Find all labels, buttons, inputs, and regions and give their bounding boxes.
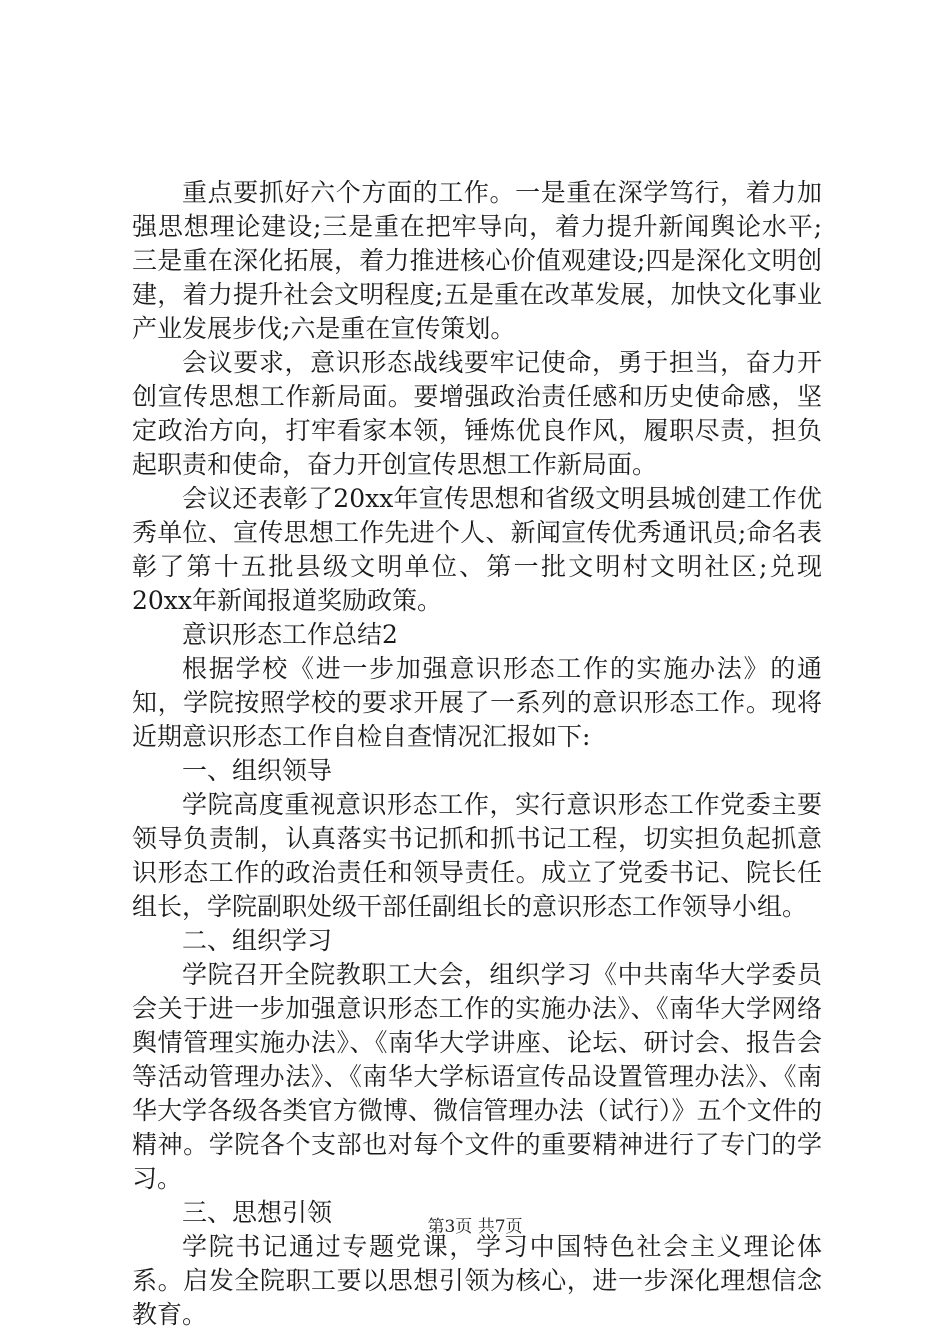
document-body <box>132 176 822 1332</box>
heading-organization-leadership: 一、组织领导 <box>182 756 333 785</box>
page-number-footer: 第3页 共7页 <box>427 1217 523 1237</box>
heading-organization-study: 二、组织学习 <box>182 926 333 955</box>
paragraph-six-aspects: 重点要抓好六个方面的工作。一是重在深学笃行，着力加强思想理论建设;三是重在把牢导向，着力提升新闻舆论水平;三是重在深化拓展，着力推进核心价值观建设;四是深化文明创建，着力提升社会文明程度;五是重在改革发展，加快文化事业产业发展步伐;六是重在宣传策划。 <box>132 178 822 343</box>
paragraph-meeting-requirements: 会议要求，意识形态战线要牢记使命，勇于担当，奋力开创宣传思想工作新局面。要增强政治责任感和历史使命感，坚定政治方向，打牢看家本领，锤炼优良作风，履职尽责，担负起职责和使命，奋力开创宣传思想工作新局面。 <box>132 348 822 479</box>
paragraph-meeting-commendation: 会议还表彰了20xx年宣传思想和省级文明县城创建工作优秀单位、宣传思想工作先进个人、新闻宣传优秀通讯员;命名表彰了第十五批县级文明单位、第一批文明村文明社区;兑现20xx年新闻报道奖励政策。 <box>132 484 822 615</box>
heading-ideological-guidance: 三、思想引领 <box>182 1198 333 1227</box>
paragraph-organization-study: 学院召开全院教职工大会，组织学习《中共南华大学委员会关于进一步加强意识形态工作的实施办法》、《南华大学网络舆情管理实施办法》、《南华大学讲座、论坛、研讨会、报告会等活动管理办法》、《南华大学标语宣传品设置管理办法》、《南华大学各级各类官方微博、微信管理办法（试行）》五个文件的精神。学院各个支部也对每个文件的重要精神进行了专门的学习。 <box>132 960 822 1193</box>
paragraph-ideological-guidance: 学院书记通过专题党课，学习中国特色社会主义理论体系。启发全院职工要以思想引领为核心，进一步深化理想信念教育。 <box>132 1232 822 1329</box>
paragraph-introduction: 根据学校《进一步加强意识形态工作的实施办法》的通知，学院按照学校的要求开展了一系列的意识形态工作。现将近期意识形态工作自检自查情况汇报如下: <box>132 654 822 751</box>
section-title-summary-2: 意识形态工作总结2 <box>182 620 398 649</box>
paragraph-organization-leadership: 学院高度重视意识形态工作，实行意识形态工作党委主要领导负责制，认真落实书记抓和抓书记工程，切实担负起抓意识形态工作的政治责任和领导责任。成立了党委书记、院长任组长，学院副职处级干部任副组长的意识形态工作领导小组。 <box>132 790 822 921</box>
